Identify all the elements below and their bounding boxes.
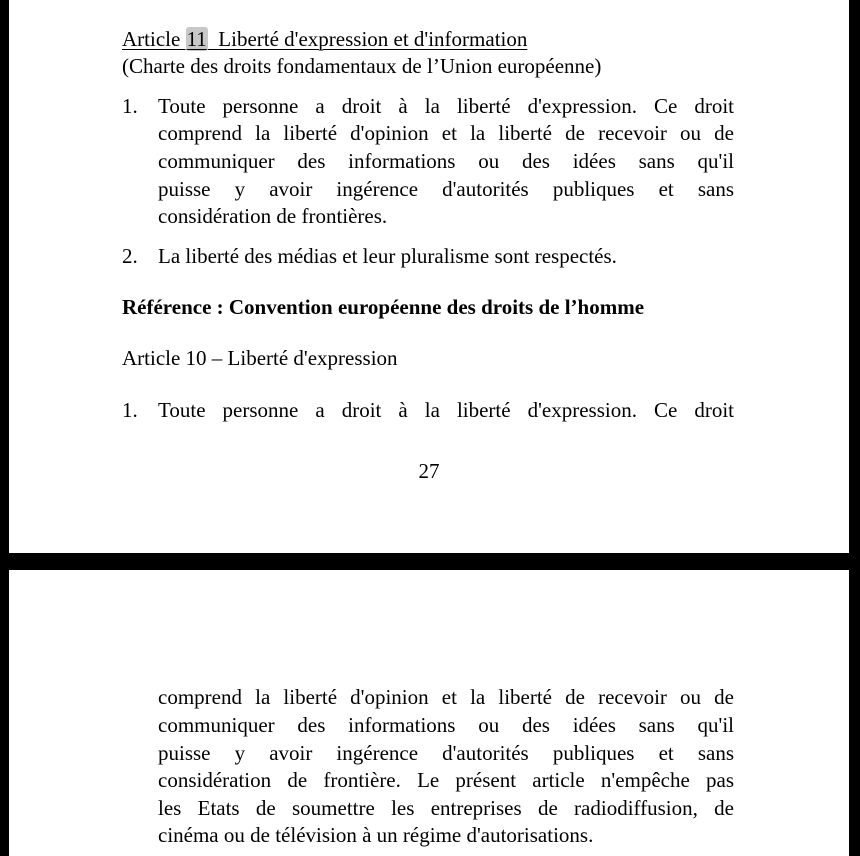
article-number-highlight: 11 (186, 27, 207, 51)
continuation-line-2: communiquer des informations ou des idées sans qu'il (158, 713, 734, 737)
item-1-line-5: considération de frontières. (158, 204, 388, 228)
article-10-heading: Article 10 – Liberté d'expression (122, 346, 398, 370)
document-page-27 (9, 0, 849, 553)
item-1-line-4: puisse y avoir ingérence d'autorités publiques et sans (158, 177, 734, 201)
continuation-line-4: considération de frontière. Le présent article n'empêche pas (158, 768, 734, 792)
continuation-line-3: puisse y avoir ingérence d'autorités publiques et sans (158, 741, 734, 765)
item-2-line-1: La liberté des médias et leur pluralisme sont respectés. (158, 244, 617, 268)
item-1-number: 1. (122, 94, 138, 118)
item-1-line-2: comprend la liberté d'opinion et la liberté de recevoir ou de (158, 121, 734, 145)
article-heading-space (208, 27, 219, 51)
continuation-line-5: les Etats de soumettre les entreprises de radiodiffusion, de (158, 796, 734, 820)
article-10-item-1-number: 1. (122, 398, 138, 422)
article-heading-title: Liberté d'expression et d'information (218, 27, 528, 51)
article-10-item-1-line-1: Toute personne a droit à la liberté d'expression. Ce droit (158, 398, 734, 422)
article-11-heading (122, 25, 527, 53)
article-heading-prefix: Article (122, 27, 186, 51)
charter-source: (Charte des droits fondamentaux de l’Union européenne) (122, 54, 602, 78)
reference-heading: Référence : Convention européenne des droits de l’homme (122, 295, 645, 319)
page-number: 27 (418, 459, 440, 483)
document-page-28 (9, 570, 849, 856)
item-1-line-1: Toute personne a droit à la liberté d'expression. Ce droit (158, 94, 734, 118)
item-2-number: 2. (122, 244, 138, 268)
continuation-line-1: comprend la liberté d'opinion et la liberté de recevoir ou de (158, 685, 734, 709)
item-1-line-3: communiquer des informations ou des idées sans qu'il (158, 149, 734, 173)
continuation-line-6: cinéma ou de télévision à un régime d'autorisations. (158, 823, 594, 847)
